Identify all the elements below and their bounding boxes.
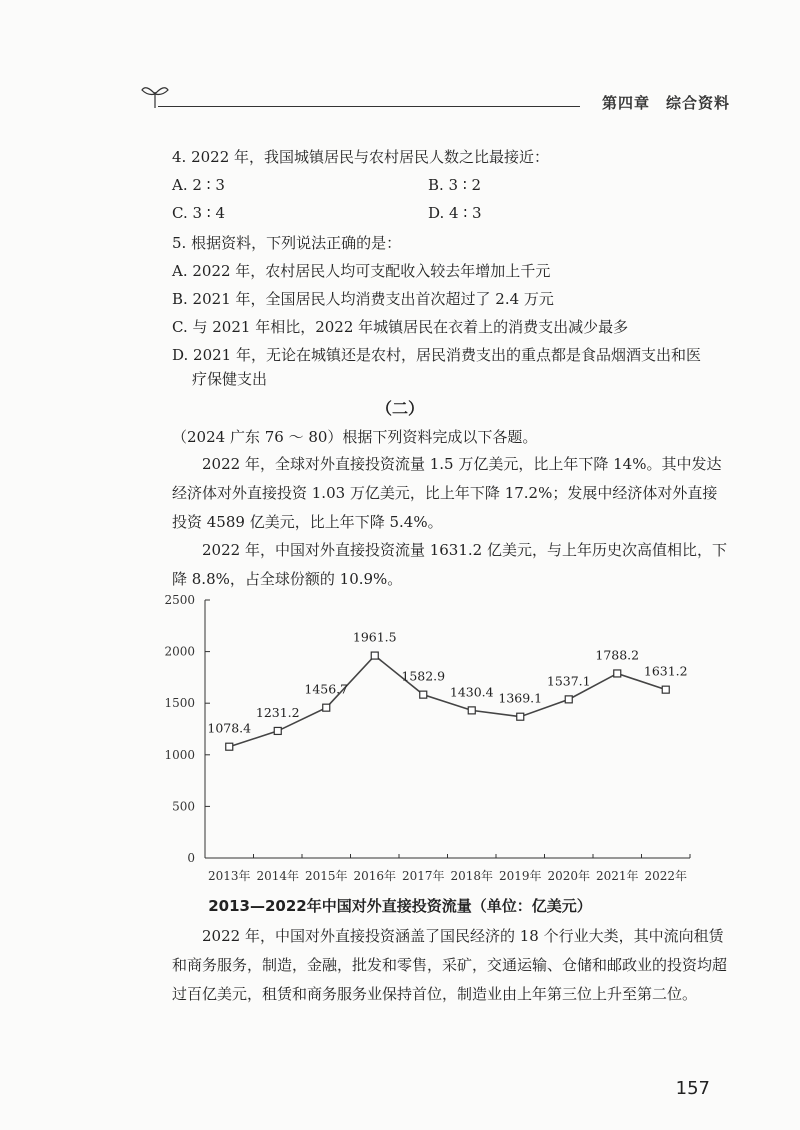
q5-option-a: A. 2022 年，农村居民人均可支配收入较去年增加上千元	[172, 262, 551, 280]
data-value-label: 1961.5	[352, 629, 397, 645]
page-number: 157	[675, 1078, 710, 1099]
q5-option-c: C. 与 2021 年相比，2022 年城镇居民在衣着上的消费支出减少最多	[172, 318, 629, 336]
chart-caption: 2013—2022年中国对外直接投资流量（单位：亿美元）	[208, 897, 592, 915]
x-tick-label: 2017年	[401, 869, 445, 883]
x-tick-label: 2018年	[450, 869, 494, 883]
x-tick-label: 2022年	[644, 869, 688, 883]
paragraph-2: 2022 年，中国对外直接投资流量 1631.2 亿美元，与上年历史次高值相比，下降 8.8%，占全球份额的 10.9%。	[172, 541, 727, 588]
data-value-label: 1430.4	[449, 684, 494, 700]
data-point	[565, 696, 572, 703]
q4-option-d: D. 4 ∶ 3	[428, 204, 482, 222]
data-point	[614, 670, 621, 677]
x-tick-label: 2016年	[353, 869, 397, 883]
y-tick-label: 1500	[164, 696, 195, 711]
q4-option-b: B. 3 ∶ 2	[428, 176, 482, 194]
q5-option-d-continued: 疗保健支出	[192, 370, 268, 388]
chart-y-ticks	[164, 593, 210, 865]
page-header	[140, 78, 730, 118]
data-point	[226, 743, 233, 750]
investment-line-chart	[150, 590, 710, 890]
q4-option-c: C. 3 ∶ 4	[172, 204, 226, 222]
data-point	[662, 686, 669, 693]
chapter-title: 第四章 综合资料	[601, 94, 730, 112]
x-tick-label: 2015年	[304, 869, 348, 883]
section-intro: （2024 广东 76 ～ 80）根据下列资料完成以下各题。	[172, 428, 538, 446]
y-tick-label: 500	[172, 799, 195, 814]
data-value-label: 1788.2	[595, 647, 640, 663]
data-value-label: 1231.2	[255, 704, 300, 720]
data-point	[517, 713, 524, 720]
data-value-label: 1078.4	[207, 720, 252, 736]
data-value-label: 1456.7	[304, 681, 349, 697]
paragraph-3: 2022 年，中国对外直接投资涵盖了国民经济的 18 个行业大类，其中流向租赁和商务服务，制造，金融，批发和零售，采矿，交通运输、仓储和邮政业的投资均超过百亿美元，租赁和商务服务业保持首位，制造业由上年第三位上升至第二位。	[172, 927, 728, 1003]
q5-stem: 5. 根据资料，下列说法正确的是：	[172, 234, 402, 252]
section-title: （二）	[375, 399, 424, 418]
chart-points	[226, 652, 670, 750]
data-value-label: 1369.1	[498, 690, 543, 706]
data-point	[323, 704, 330, 711]
header-rule	[158, 106, 580, 107]
y-tick-label: 2000	[164, 644, 195, 659]
data-point	[420, 691, 427, 698]
y-tick-label: 2500	[164, 593, 195, 607]
q4-stem: 4. 2022 年，我国城镇居民与农村居民人数之比最接近：	[172, 148, 550, 166]
x-tick-label: 2014年	[256, 869, 300, 883]
data-value-label: 1537.1	[546, 673, 591, 689]
paragraph-1: 2022 年，全球对外直接投资流量 1.5 万亿美元，比上年下降 14%。其中发达经济体对外直接投资 1.03 万亿美元，比上年下降 17.2%；发展中经济体对外直接投资 4589 亿美元，比上年下降 5.4%。	[172, 455, 722, 531]
y-tick-label: 1000	[164, 747, 195, 762]
data-value-label: 1582.9	[401, 668, 446, 684]
data-point	[371, 652, 378, 659]
y-tick-label: 0	[187, 851, 195, 865]
data-value-label: 1631.2	[643, 663, 688, 679]
q5-option-d: D. 2021 年，无论在城镇还是农村，居民消费支出的重点都是食品烟酒支出和医	[172, 346, 701, 364]
q4-option-a: A. 2 ∶ 3	[172, 176, 225, 194]
x-tick-label: 2019年	[498, 869, 542, 883]
x-tick-label: 2020年	[547, 869, 591, 883]
data-point	[468, 707, 475, 714]
series-line	[229, 656, 666, 747]
x-tick-label: 2021年	[595, 869, 639, 883]
data-point	[274, 727, 281, 734]
q5-option-b: B. 2021 年，全国居民人均消费支出首次超过了 2.4 万元	[172, 290, 554, 308]
x-tick-label: 2013年	[207, 869, 251, 883]
chart-value-labels	[207, 630, 687, 736]
